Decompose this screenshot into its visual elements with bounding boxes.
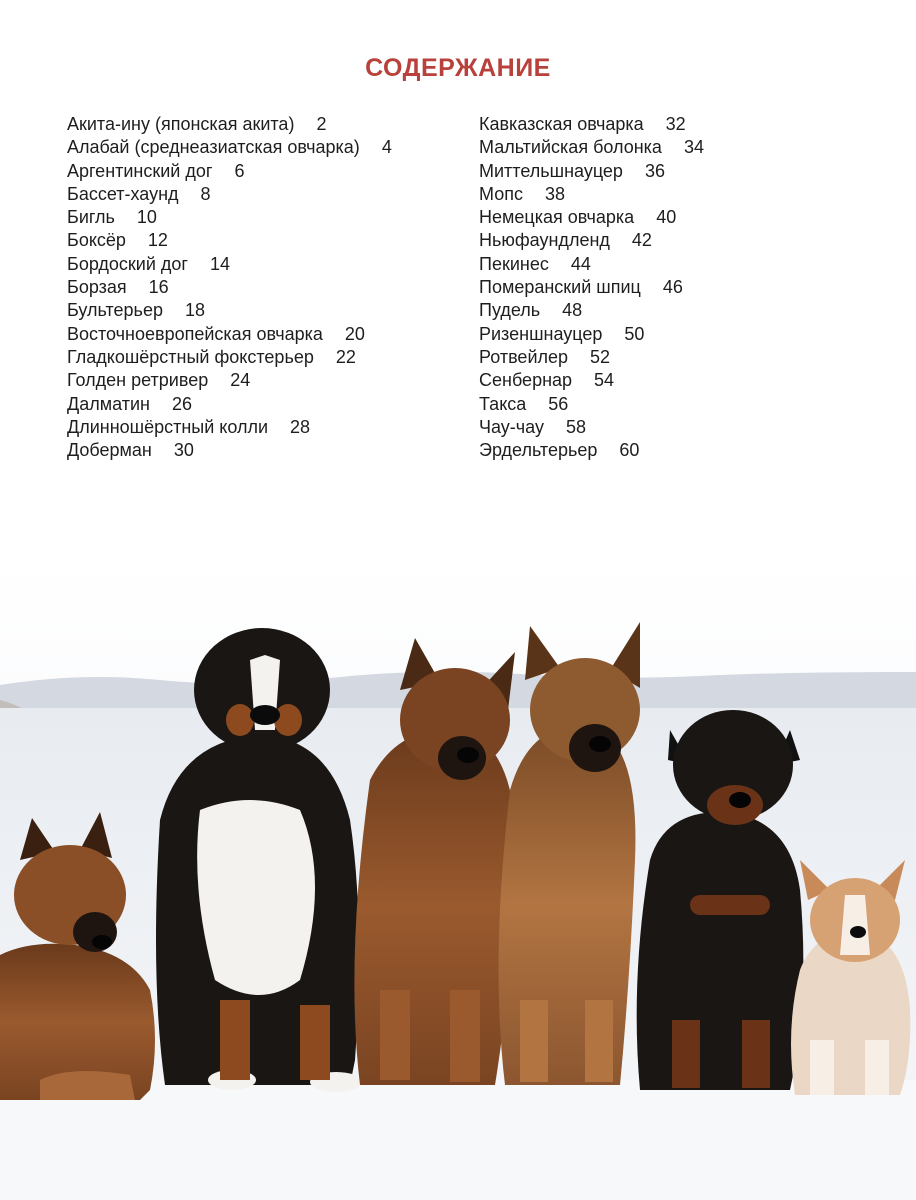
toc-entry-name: Ротвейлер <box>479 346 569 367</box>
toc-entry-name: Бигль <box>67 207 115 228</box>
toc-entry-name: Восточноевропейская овчарка <box>67 323 323 344</box>
toc-entry-page: 18 <box>184 300 205 321</box>
toc-entry-name: Голден ретривер <box>67 370 209 391</box>
toc-entry-page: 52 <box>590 346 611 367</box>
toc-entry-page: 34 <box>683 137 704 158</box>
toc-entry <box>479 229 704 252</box>
toc-entry-name: Немецкая овчарка <box>479 207 635 228</box>
toc-entry-page: 38 <box>544 183 565 204</box>
toc-entry-name: Чау-чау <box>479 416 544 437</box>
toc-entry-page: 60 <box>619 440 640 461</box>
toc-entry-name: Мальтийская болонка <box>479 137 662 158</box>
toc-entry-page: 58 <box>566 416 587 437</box>
toc-entry-page: 12 <box>147 230 168 251</box>
toc-entry <box>67 323 392 346</box>
toc-entry <box>479 416 704 439</box>
toc-entry-name: Сенбернар <box>479 370 573 391</box>
toc-entry <box>479 299 704 322</box>
toc-entry <box>67 299 392 322</box>
corgi <box>791 860 910 1095</box>
toc-entry <box>479 323 704 346</box>
dogs-photo <box>0 560 916 1200</box>
toc-entry <box>67 183 392 206</box>
toc-entry-name: Кавказская овчарка <box>479 114 644 134</box>
toc-entry-page: 26 <box>171 393 192 414</box>
toc-entry-name: Алабай (среднеазиатская овчарка) <box>67 137 360 158</box>
toc-entry <box>479 253 704 276</box>
toc-entry-page: 16 <box>148 277 169 298</box>
toc-entry-name: Эрдельтерьер <box>479 440 598 461</box>
toc-entry-name: Ризеншнауцер <box>479 323 603 344</box>
toc-entry <box>479 183 704 206</box>
toc-entry-page: 4 <box>381 137 392 158</box>
toc-entry <box>67 229 392 252</box>
toc-entry-page: 2 <box>316 114 327 134</box>
toc-entry-page: 20 <box>344 323 365 344</box>
toc-entry-page: 54 <box>594 370 615 391</box>
toc-entry-page: 22 <box>335 346 356 367</box>
toc-entry <box>67 346 392 369</box>
toc-entry-page: 42 <box>631 230 652 251</box>
toc-entry-name: Бассет-хаунд <box>67 183 179 204</box>
toc-entry-name: Мопс <box>479 183 523 204</box>
toc-entry-name: Ньюфаундленд <box>479 230 610 251</box>
toc-entry <box>67 439 392 462</box>
dogs-illustration <box>0 560 916 1200</box>
toc-entry-page: 50 <box>624 323 645 344</box>
toc-entry-page: 48 <box>562 300 583 321</box>
toc-entry-name: Померанский шпиц <box>479 277 641 298</box>
toc-entry <box>479 393 704 416</box>
toc-entry <box>67 113 392 136</box>
toc-entry <box>67 136 392 159</box>
toc-entry <box>67 276 392 299</box>
toc-entry-page: 32 <box>665 114 686 134</box>
toc-entry <box>67 369 392 392</box>
toc-entry-name: Миттельшнауцер <box>479 160 623 181</box>
toc-entry <box>67 416 392 439</box>
toc-entry <box>67 206 392 229</box>
toc-entry-name: Доберман <box>67 440 152 461</box>
toc-entry-page: 44 <box>570 253 591 274</box>
toc-entry-name: Длинношёрстный колли <box>67 416 269 437</box>
toc-entry <box>479 160 704 183</box>
toc-entry-page: 10 <box>136 207 157 228</box>
toc-entry <box>67 253 392 276</box>
toc-entry-page: 30 <box>173 440 194 461</box>
toc-entry-page: 36 <box>644 160 665 181</box>
toc-entry-page: 24 <box>230 370 251 391</box>
toc-entry <box>479 276 704 299</box>
toc-entry-name: Такса <box>479 393 527 414</box>
toc-entry-page: 14 <box>210 253 231 274</box>
toc-entry-name: Бордоский дог <box>67 253 188 274</box>
toc-entry <box>479 369 704 392</box>
toc-entry-name: Пекинес <box>479 253 549 274</box>
toc-entry-name: Борзая <box>67 277 127 298</box>
toc-entry <box>479 346 704 369</box>
toc-entry <box>67 160 392 183</box>
toc-entry-name: Пудель <box>479 300 541 321</box>
toc-entry-name: Гладкошёрстный фокстерьер <box>67 346 314 367</box>
toc-entry-page: 40 <box>656 207 677 228</box>
toc-entry <box>479 136 704 159</box>
page-title: СОДЕРЖАНИЕ <box>365 54 551 82</box>
toc-entry <box>479 206 704 229</box>
toc-entry-page: 46 <box>662 277 683 298</box>
toc-entry-name: Аргентинский дог <box>67 160 213 181</box>
toc-entry <box>479 113 704 136</box>
toc-entry-page: 8 <box>200 183 211 204</box>
toc-entry <box>479 439 704 462</box>
toc-entry-page: 56 <box>548 393 569 414</box>
toc-entry-page: 28 <box>290 416 311 437</box>
toc-column-right <box>479 113 704 462</box>
toc-column-left <box>67 113 392 462</box>
toc-entry-name: Акита-ину (японская акита) <box>67 114 295 134</box>
toc-entry-page: 6 <box>234 160 245 181</box>
toc-entry-name: Бультерьер <box>67 300 163 321</box>
toc-entry-name: Далматин <box>67 393 150 414</box>
toc-entry-name: Боксёр <box>67 230 126 251</box>
toc-entry <box>67 393 392 416</box>
